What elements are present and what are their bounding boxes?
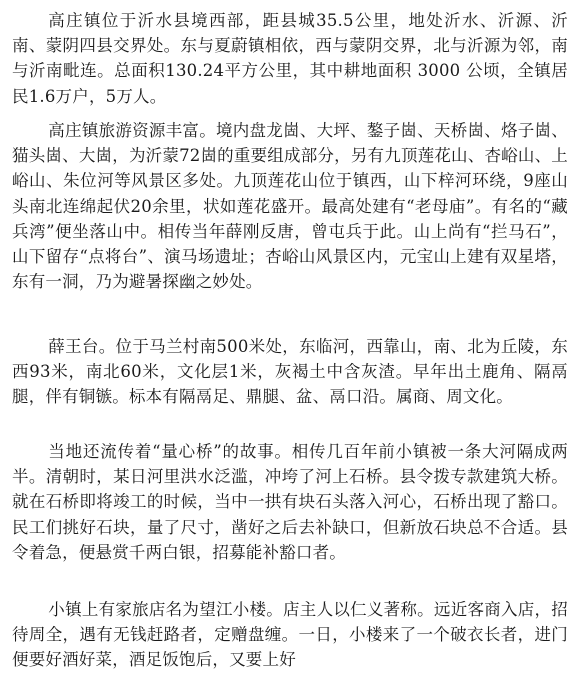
paragraph-wangjiang-inn: 小镇上有家旅店名为望江小楼。店主人以仁义著称。远近客商入店，招待周全，遇有无钱赶路者，定赠盘缠。一日，小楼来了一个破衣长者，进门便要好酒好菜，酒足饭饱后，又要上好 <box>12 600 568 670</box>
paragraph-tourism-resources: 高庄镇旅游资源丰富。境内盘龙崮、大坪、鏊子崮、天桥崮、烙子崮、猫头崮、大崮，为沂蒙72崮的重要组成部分，另有九顶莲花山、杏峪山、上峪山、朱位河等风景区多处。九顶莲花山位于镇西，山下梓河环绕，9座山头南北连绵起伏20余里，状如莲花盛开。最高处建有“老母庙”。有名的“藏兵湾”便坐落山中。相传当年薛刚反唐，曾屯兵于此。山上尚有“拦马石”，山下留存“点将台”、演马场遗址；杏峪山风景区内，元宝山上建有双星塔，东有一洞，乃为避暑探幽之妙处。 <box>12 121 568 292</box>
paragraph-town-overview: 高庄镇位于沂水县境西部，距县城35.5公里，地处沂水、沂源、沂南、蒙阴四县交界处。东与夏蔚镇相依，西与蒙阴交界，北与沂源为邻，南与沂南毗连。总面积130.24平方公里，其中耕地面积 3000 公顷，全镇居民1.6万户，5万人。 <box>12 11 568 106</box>
paragraph-xuewang-terrace: 薛王台。位于马兰村南500米处，东临河，西靠山，南、北为丘陵，东西93米，南北60米，文化层1米，灰褐土中含灰渣。早年出土鹿角、隔鬲腿，伴有铜镞。标本有隔鬲足、鼎腿、盆、鬲口沿。属商、周文化。 <box>12 337 568 407</box>
paragraph-liangxin-bridge-story: 当地还流传着“量心桥”的故事。相传几百年前小镇被一条大河隔成两半。清朝时，某日河里洪水泛滥，冲垮了河上石桥。县令拨专款建筑大桥。就在石桥即将竣工的时候，当中一拱有块石头落入河心，石桥出现了豁口。民工们挑好石块，量了尺寸，凿好之后去补缺口，但新放石块总不合适。县令着急，便悬赏千两白银，招募能补豁口者。 <box>12 442 568 562</box>
